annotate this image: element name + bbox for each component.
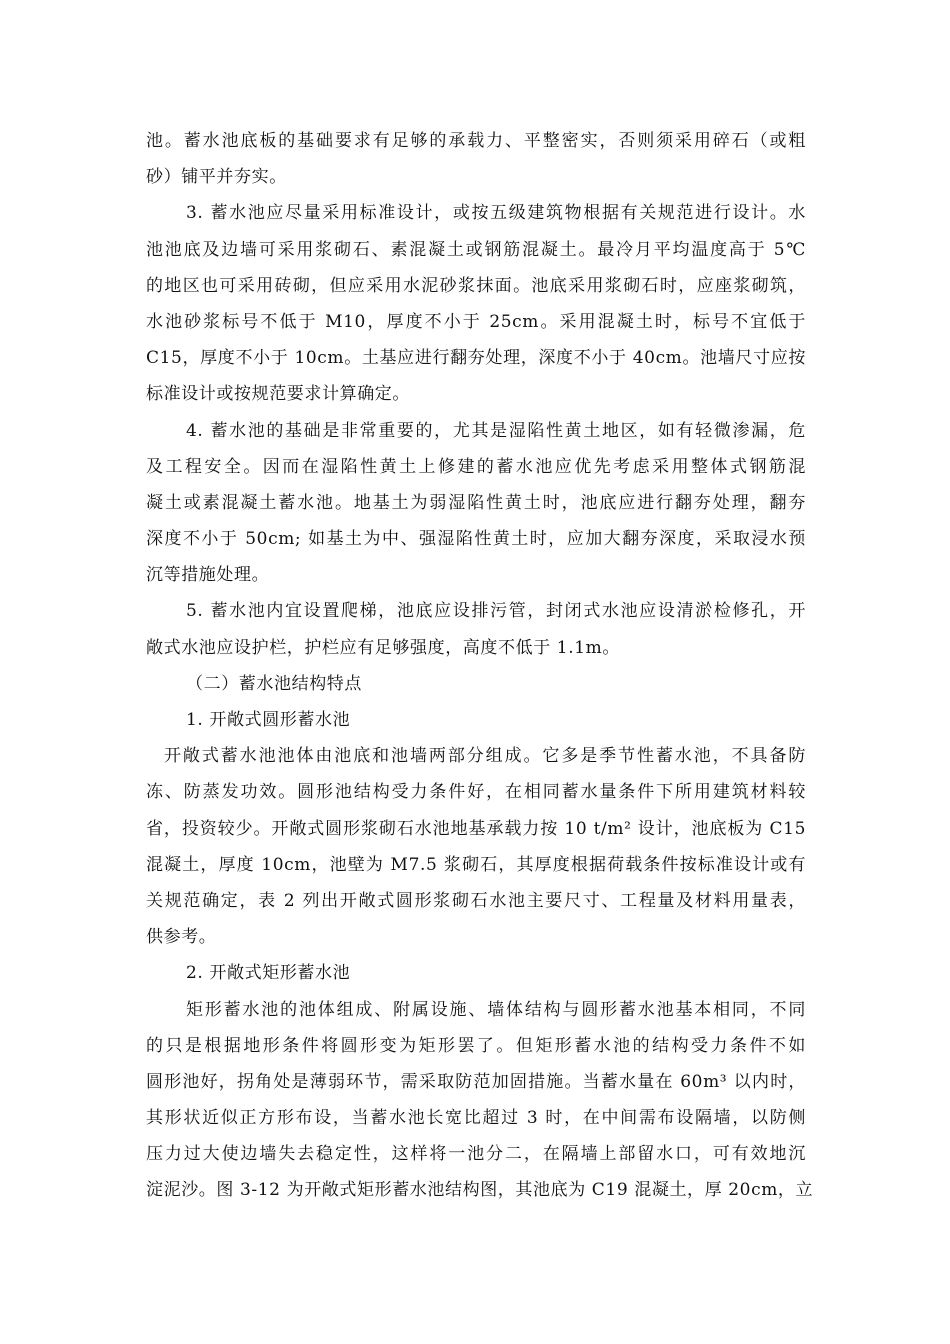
numbered-paragraph-3: 3. 蓄水池应尽量采用标准设计，或按五级建筑物根据有关规范进行设计。水 bbox=[186, 203, 806, 224]
text-line: 水池砂浆标号不低于 M10，厚度不小于 25cm。采用混凝土时，标号不宜低于 bbox=[146, 311, 806, 332]
numbered-paragraph-4: 4. 蓄水池的基础是非常重要的，尤其是湿陷性黄土地区，如有轻微渗漏，危 bbox=[186, 420, 806, 441]
text-line: 混凝土，厚度 10cm，池壁为 M7.5 浆砌石，其厚度根据荷载条件按标准设计或有 bbox=[146, 854, 806, 875]
text-line: 的只是根据地形条件将圆形变为矩形罢了。但矩形蓄水池的结构受力条件不如 bbox=[146, 1035, 806, 1056]
section-heading: （二）蓄水池结构特点 bbox=[186, 673, 362, 694]
text-line: 其形状近似正方形布设，当蓄水池长宽比超过 3 时，在中间需布设隔墙，以防侧 bbox=[146, 1108, 806, 1129]
text-line: 凝土或素混凝土蓄水池。地基土为弱湿陷性黄土时，池底应进行翻夯处理，翻夯 bbox=[146, 492, 806, 513]
text-line: 的地区也可采用砖砌，但应采用水泥砂浆抹面。池底采用浆砌石时，应座浆砌筑， bbox=[146, 275, 806, 296]
paragraph-start: 开敞式蓄水池池体由池底和池墙两部分组成。它多是季节性蓄水池，不具备防 bbox=[164, 746, 806, 767]
text-line: 冻、防蒸发功效。圆形池结构受力条件好，在相同蓄水量条件下所用建筑材料较 bbox=[146, 782, 806, 803]
text-line: 供参考。 bbox=[146, 927, 217, 948]
paragraph-start: 矩形蓄水池的池体组成、附属设施、墙体结构与圆形蓄水池基本相同，不同 bbox=[186, 999, 806, 1020]
subsection-heading-1: 1. 开敞式圆形蓄水池 bbox=[186, 710, 351, 730]
text-line: 圆形池好，拐角处是薄弱环节，需采取防范加固措施。当蓄水量在 60m³ 以内时， bbox=[146, 1071, 806, 1092]
text-line: 关规范确定，表 2 列出开敞式圆形浆砌石水池主要尺寸、工程量及材料用量表， bbox=[146, 890, 806, 911]
text-line: 砂）铺平并夯实。 bbox=[146, 167, 287, 188]
text-line: 池。蓄水池底板的基础要求有足够的承载力、平整密实，否则须采用碎石（或粗 bbox=[146, 131, 806, 151]
text-line: 标准设计或按规范要求计算确定。 bbox=[146, 384, 410, 405]
numbered-paragraph-5: 5. 蓄水池内宜设置爬梯，池底应设排污管，封闭式水池应设清淤检修孔，开 bbox=[186, 601, 806, 622]
text-line: 省，投资较少。开敞式圆形浆砌石水池地基承载力按 10 t/m² 设计，池底板为 C15 bbox=[146, 818, 806, 839]
text-line: 池池底及边墙可采用浆砌石、素混凝土或钢筋混凝土。最冷月平均温度高于 5℃ bbox=[146, 239, 806, 260]
body-text bbox=[146, 123, 814, 1209]
text-line: 敞式水池应设护栏，护栏应有足够强度，高度不低于 1.1m。 bbox=[146, 637, 620, 658]
text-line: 深度不小于 50cm; 如基土为中、强湿陷性黄土时，应加大翻夯深度，采取浸水预 bbox=[146, 529, 806, 550]
text-line: 淀泥沙。图 3-12 为开敞式矩形蓄水池结构图，其池底为 C19 混凝土，厚 20cm，立 bbox=[146, 1180, 814, 1201]
text-line: 及工程安全。因而在湿陷性黄土上修建的蓄水池应优先考虑采用整体式钢筋混 bbox=[146, 456, 806, 477]
text-line: 沉等措施处理。 bbox=[146, 565, 270, 586]
subsection-heading-2: 2. 开敞式矩形蓄水池 bbox=[186, 963, 351, 984]
text-line: 压力过大使边墙失去稳定性，这样将一池分二，在隔墙上部留水口，可有效地沉 bbox=[146, 1144, 806, 1165]
text-line: C15，厚度不小于 10cm。土基应进行翻夯处理，深度不小于 40cm。池墙尺寸应按 bbox=[146, 348, 806, 369]
